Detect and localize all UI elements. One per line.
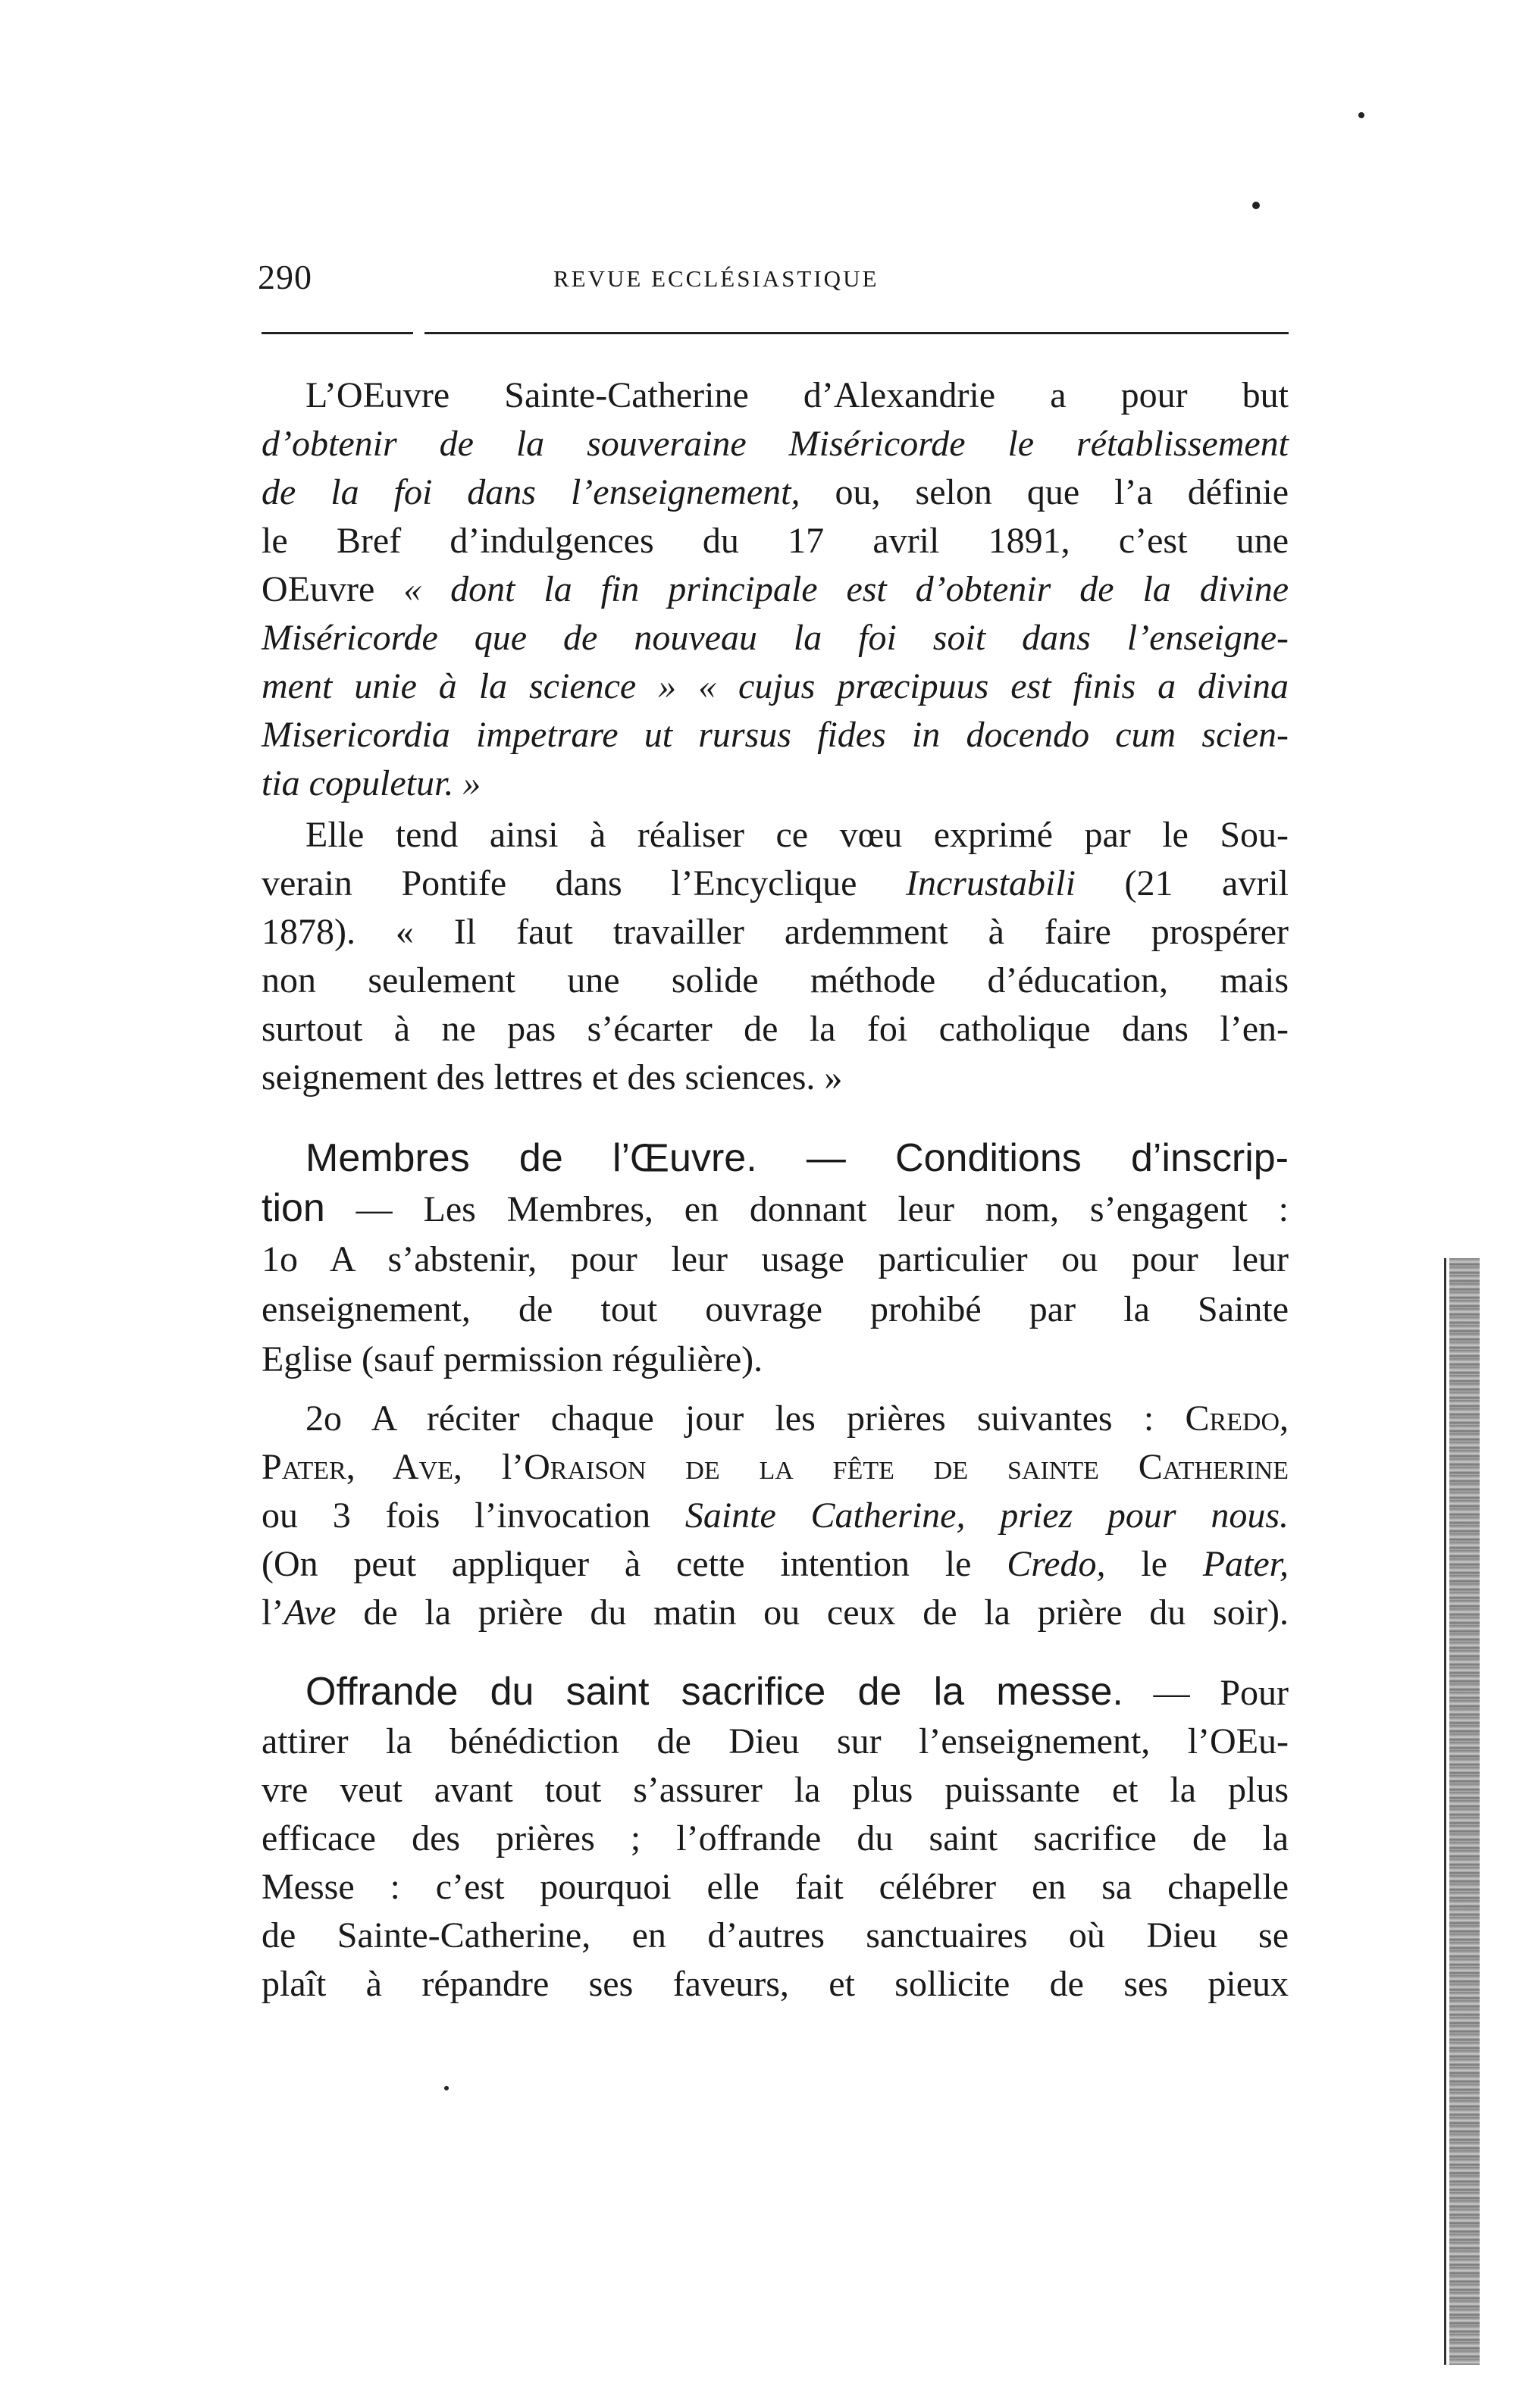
paragraph-encyclical: [262, 811, 1289, 1102]
text-line: Messe : c’est pourquoi elle fait célébrer en sa chapelle: [262, 1867, 1289, 1907]
italic-run: Ave: [283, 1592, 337, 1633]
section-heading: Membres de l’Œuvre. — Conditions d’inscrip-: [305, 1136, 1289, 1180]
smallcaps-run: Credo,: [1185, 1398, 1289, 1439]
text-line: Miséricorde que de nouveau la foi soit dans l’enseigne-: [262, 618, 1289, 658]
text-run: — Pour: [1153, 1673, 1289, 1713]
text-line: de Sainte-Catherine, en d’autres sanctuaires où Dieu se: [262, 1915, 1289, 1956]
text-run: OEuvre: [262, 569, 375, 609]
header-rule-left: [262, 332, 413, 334]
text-line: attirer la bénédiction de Dieu sur l’enseignement, l’OEu-: [262, 1721, 1289, 1761]
page-edge-line: [1444, 1258, 1446, 2365]
text-line: le Bref d’indulgences du 17 avril 1891, c’est une: [262, 521, 1289, 561]
smallcaps-run: Oraison de la fête de sainte Catherine: [524, 1447, 1289, 1487]
text-line: ment unie à la science » « cujus præcipuus est finis a divina: [262, 666, 1289, 706]
section-heading: Offrande du saint sacrifice de la messe.: [305, 1670, 1123, 1714]
text-line: [262, 565, 1289, 614]
text-run: (On peut appliquer à cette intention le: [262, 1544, 972, 1584]
italic-run: Pater,: [1202, 1544, 1289, 1584]
text-line: efficace des prières ; l’offrande du saint sacrifice de la: [262, 1818, 1289, 1858]
text-run: ou, selon que l’a définie: [835, 472, 1289, 512]
text-run: 2o A réciter chaque jour les prières suivantes :: [305, 1398, 1154, 1439]
text-line: [262, 468, 1289, 517]
page-speck: [1358, 112, 1364, 118]
text-line: seignement des lettres et des sciences. »: [262, 1057, 843, 1098]
italic-run: Credo,: [1007, 1544, 1106, 1584]
italic-run: de la foi dans l’enseignement,: [262, 472, 800, 512]
page-header: [258, 256, 1289, 302]
text-line: [262, 1540, 1289, 1589]
text-line: L’OEuvre Sainte-Catherine d’Alexandrie a pour but: [305, 375, 1289, 415]
text-line: [262, 1492, 1289, 1540]
text-line: [262, 860, 1289, 908]
page-number: 290: [258, 258, 312, 296]
paragraph-prayers: [262, 1395, 1289, 1637]
section-offering: [262, 1667, 1289, 2009]
smallcaps-run: Pater, Ave,: [262, 1447, 462, 1487]
text-run: — Les Membres, en donnant leur nom, s’engagent :: [356, 1189, 1289, 1229]
text-line: Eglise (sauf permission régulière).: [262, 1339, 763, 1379]
text-run: ou 3 fois l’invocation: [262, 1495, 651, 1536]
text-line: Misericordia impetrare ut rursus fides in docendo cum scien-: [262, 715, 1289, 755]
text-line: Elle tend ainsi à réaliser ce vœu exprimé par le Sou-: [305, 815, 1289, 855]
text-line: 1o A s’abstenir, pour leur usage particulier ou pour leur: [262, 1239, 1289, 1279]
text-run: verain Pontife dans l’Encyclique: [262, 863, 857, 903]
text-run: le: [1141, 1544, 1167, 1584]
section-heading-continued: tion: [262, 1186, 325, 1230]
italic-run: Incrustabili: [905, 863, 1076, 903]
text-line: [262, 1395, 1289, 1443]
italic-run: « dont la fin principale est d’obtenir de la divine: [403, 569, 1289, 609]
page-speck: [444, 2086, 449, 2090]
paragraph-purpose: [262, 371, 1289, 808]
text-line: [262, 1183, 1289, 1235]
text-line: vre veut avant tout s’assurer la plus puissante et la plus: [262, 1770, 1289, 1810]
text-line: enseignement, de tout ouvrage prohibé par la Sainte: [262, 1289, 1289, 1329]
section-members: [262, 1133, 1289, 1385]
page-speck: [1252, 202, 1260, 209]
page-edge-scan: [1449, 1258, 1480, 2365]
text-line: [262, 1589, 1289, 1637]
text-run: (21 avril: [1124, 863, 1289, 903]
header-rule-right: [424, 332, 1289, 334]
italic-run: Sainte Catherine, priez pour nous.: [684, 1495, 1289, 1536]
text-line: tia copuletur. »: [262, 763, 481, 803]
text-line: plaît à répandre ses faveurs, et sollicite de ses pieux: [262, 1964, 1289, 2004]
text-run: [502, 1447, 1289, 1487]
text-line: d’obtenir de la souveraine Miséricorde le rétablissement: [262, 424, 1289, 464]
text-line: [262, 1667, 1289, 1718]
text-run: l’: [501, 1447, 525, 1487]
text-line: 1878). « Il faut travailler ardemment à faire prospérer: [262, 912, 1289, 952]
text-run: de la prière du matin ou ceux de la prière du soir).: [363, 1592, 1289, 1633]
text-line: surtout à ne pas s’écarter de la foi catholique dans l’en-: [262, 1009, 1289, 1049]
text-run: l’: [262, 1592, 284, 1633]
text-line: [262, 1443, 1289, 1492]
running-title: REVUE ECCLÉSIASTIQUE: [553, 265, 879, 292]
text-line: non seulement une solide méthode d’éducation, mais: [262, 960, 1289, 1000]
